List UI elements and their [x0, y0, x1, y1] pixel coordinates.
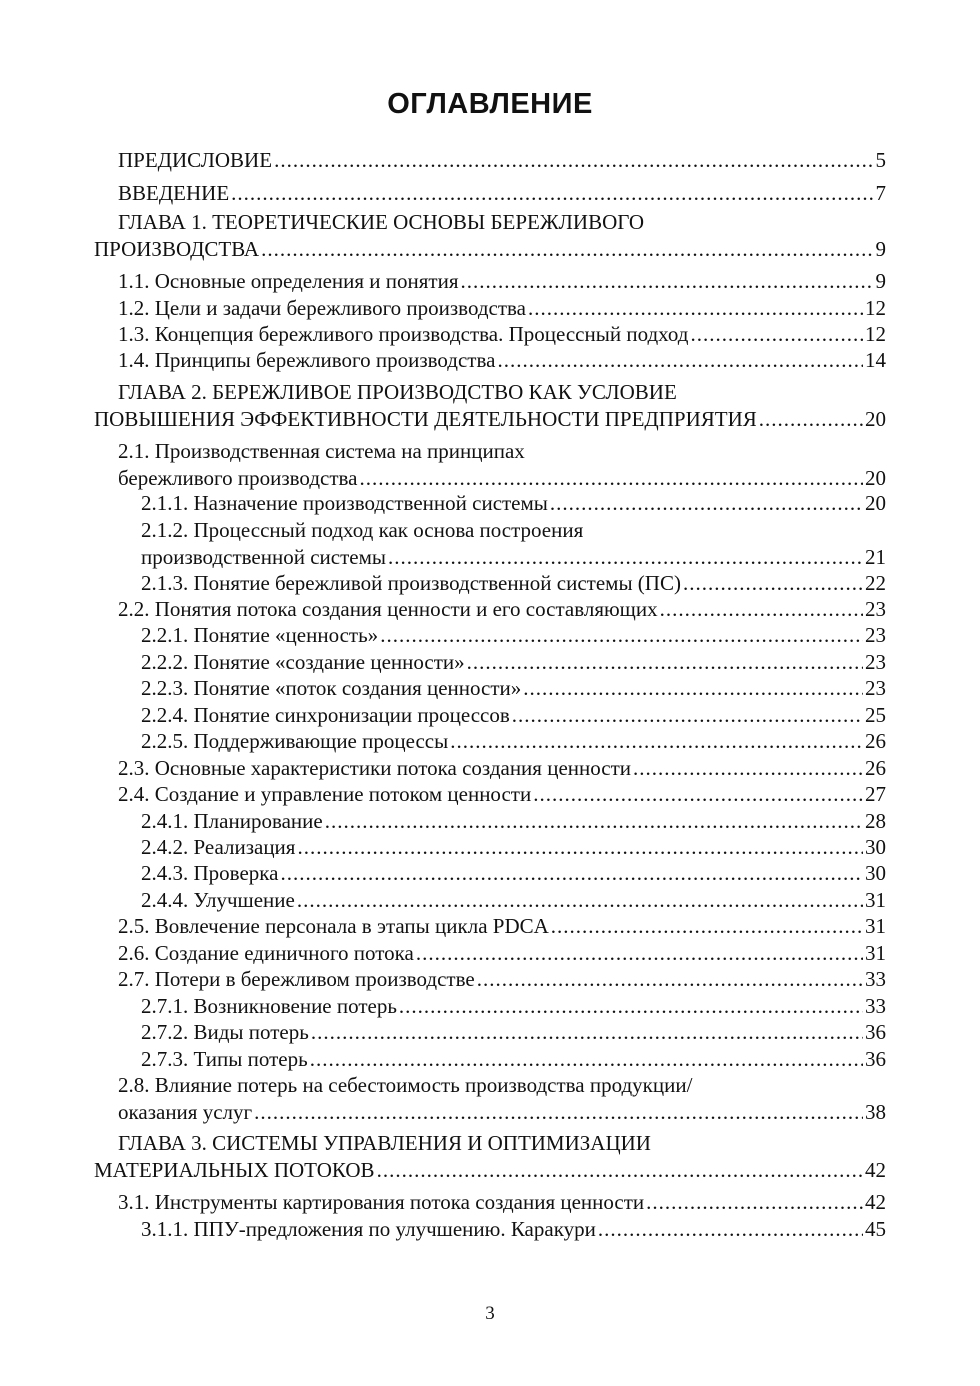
toc-entry-title: ПРОИЗВОДСТВА — [94, 237, 260, 261]
toc-entry-page: 25 — [865, 703, 886, 727]
toc-entry-page: 38 — [865, 1100, 886, 1124]
page-number: 3 — [485, 1303, 495, 1324]
dot-leader — [598, 1216, 863, 1243]
dot-leader — [297, 834, 863, 861]
toc-entry — [0, 993, 980, 1020]
dot-leader — [660, 596, 863, 623]
toc-entry-row — [0, 570, 980, 597]
toc-entry-row — [0, 236, 980, 263]
toc-entry-row — [0, 940, 980, 967]
toc-entry-page: 20 — [865, 491, 886, 515]
dot-leader — [512, 702, 863, 729]
toc-entry — [0, 180, 980, 207]
toc-entry-title: 2.4.2. Реализация — [141, 835, 296, 859]
toc-entry-title: ПОВЫШЕНИЯ ЭФФЕКТИВНОСТИ ДЕЯТЕЛЬНОСТИ ПРЕДПРИЯТИЯ — [94, 407, 757, 431]
toc-entry-page: 7 — [875, 181, 886, 205]
toc-entry-page: 26 — [865, 729, 886, 753]
toc-entry-row — [0, 347, 980, 374]
toc-entry — [0, 966, 980, 993]
toc-entry-title: 2.1.3. Понятие бережливой производственной системы (ПС) — [141, 571, 681, 595]
toc-entry-row — [0, 649, 980, 676]
toc-entry-row — [0, 702, 980, 729]
toc-entry — [0, 268, 980, 295]
toc-entry — [0, 347, 980, 374]
dot-leader — [325, 808, 863, 835]
toc-entry — [0, 1189, 980, 1216]
toc-entry-page: 9 — [875, 237, 886, 261]
toc-entry-row — [0, 993, 980, 1020]
toc-entry-row — [0, 1099, 980, 1126]
toc-entry-row — [0, 755, 980, 782]
toc-entry-page: 12 — [865, 296, 886, 320]
toc-entry-title-line: 2.1. Производственная система на принципах — [118, 439, 525, 463]
toc-entry-row — [0, 465, 980, 492]
dot-leader — [528, 295, 863, 322]
toc-entry-row — [0, 295, 980, 322]
toc-entry-title: 1.3. Концепция бережливого производства. Процессный подход — [118, 322, 689, 346]
toc-entry — [0, 1046, 980, 1073]
toc-entry-page: 33 — [865, 994, 886, 1018]
toc-entry — [0, 702, 980, 729]
dot-leader — [497, 347, 863, 374]
toc-entry-row — [0, 966, 980, 993]
toc-entry-page: 28 — [865, 809, 886, 833]
dot-leader — [533, 781, 863, 808]
toc-entry-title: 2.4.3. Проверка — [141, 861, 279, 885]
toc-entry — [0, 321, 980, 348]
toc-entry-row — [0, 728, 980, 755]
dot-leader — [399, 993, 863, 1020]
dot-leader — [551, 913, 863, 940]
toc-entry-title: МАТЕРИАЛЬНЫХ ПОТОКОВ — [94, 1158, 375, 1182]
dot-leader — [261, 236, 873, 263]
toc-entry-page: 23 — [865, 597, 886, 621]
toc-entry-page: 31 — [865, 888, 886, 912]
toc-entry-title: 3.1. Инструменты картирования потока создания ценности — [118, 1190, 645, 1214]
toc-entry-title: 2.2.3. Понятие «поток создания ценности» — [141, 676, 522, 700]
dot-leader — [633, 755, 863, 782]
toc-entry — [0, 596, 980, 623]
toc-entry — [0, 781, 980, 808]
toc-entry-page: 26 — [865, 756, 886, 780]
toc-entry-title: производственной системы — [141, 545, 386, 569]
toc-entry-title: 2.4. Создание и управление потоком ценности — [118, 782, 532, 806]
toc-entry-title-line: 2.1.2. Процессный подход как основа построения — [141, 518, 584, 542]
toc-entry-page: 36 — [865, 1020, 886, 1044]
dot-leader — [297, 887, 863, 914]
dot-leader — [550, 490, 863, 517]
toc-entry — [0, 808, 980, 835]
toc-entry-page: 33 — [865, 967, 886, 991]
toc-entry-title: 2.2.1. Понятие «ценность» — [141, 623, 379, 647]
toc-entry — [0, 295, 980, 322]
toc-entry-page: 22 — [865, 571, 886, 595]
dot-leader — [231, 180, 873, 207]
toc-entry-page: 27 — [865, 782, 886, 806]
dot-leader — [388, 544, 863, 571]
toc-entry-title: 2.7. Потери в бережливом производстве — [118, 967, 475, 991]
toc-entry-page: 45 — [865, 1217, 886, 1241]
toc-entry-row — [0, 1216, 980, 1243]
dot-leader — [274, 147, 873, 174]
toc-entry-page: 20 — [865, 466, 886, 490]
toc-entry — [0, 622, 980, 649]
toc-entry — [0, 209, 980, 263]
toc-entry-page: 12 — [865, 322, 886, 346]
toc-entry-page: 20 — [865, 407, 886, 431]
toc-entry-title: 2.2.4. Понятие синхронизации процессов — [141, 703, 510, 727]
toc-entry-title: 2.4.1. Планирование — [141, 809, 323, 833]
toc-entry — [0, 570, 980, 597]
toc-entry-row — [0, 268, 980, 295]
toc-entry — [0, 379, 980, 433]
toc-entry-title: 1.4. Принципы бережливого производства — [118, 348, 496, 372]
toc-entry-title: 2.7.1. Возникновение потерь — [141, 994, 397, 1018]
toc-entry-title: 2.7.2. Виды потерь — [141, 1020, 309, 1044]
toc-entry-page: 30 — [865, 835, 886, 859]
toc-entry — [0, 438, 980, 492]
toc-entry — [0, 1216, 980, 1243]
toc-entry — [0, 1019, 980, 1046]
toc-entry-row — [0, 781, 980, 808]
toc-entry-title-line: ГЛАВА 2. БЕРЕЖЛИВОЕ ПРОИЗВОДСТВО КАК УСЛОВИЕ — [118, 380, 677, 404]
toc-entry-row — [0, 1157, 980, 1184]
toc-entry-title: 2.5. Вовлечение персонала в этапы цикла PDCA — [118, 914, 549, 938]
toc-entry — [0, 517, 980, 571]
toc-entry-title: 2.4.4. Улучшение — [141, 888, 295, 912]
dot-leader — [377, 1157, 863, 1184]
toc-entry-page: 42 — [865, 1190, 886, 1214]
toc-entry-page: 30 — [865, 861, 886, 885]
toc-entry — [0, 1072, 980, 1126]
dot-leader — [359, 465, 863, 492]
toc-entry-page: 36 — [865, 1047, 886, 1071]
toc-entry-row — [0, 834, 980, 861]
toc-entry-row — [0, 808, 980, 835]
toc-entry-row — [0, 490, 980, 517]
toc-entry — [0, 887, 980, 914]
toc-entry-title-line: 2.8. Влияние потерь на себестоимость производства продукции/ — [118, 1073, 693, 1097]
toc-entry-page: 42 — [865, 1158, 886, 1182]
toc-entry-page: 21 — [865, 545, 886, 569]
dot-leader — [523, 675, 863, 702]
dot-leader — [254, 1099, 863, 1126]
toc-entry — [0, 1130, 980, 1184]
toc-entry-row — [0, 913, 980, 940]
toc-entry-title: 2.1.1. Назначение производственной системы — [141, 491, 548, 515]
toc-entry-title: ВВЕДЕНИЕ — [118, 181, 230, 205]
toc-entry-title: 2.2.2. Понятие «создание ценности» — [141, 650, 465, 674]
dot-leader — [646, 1189, 863, 1216]
dot-leader — [280, 860, 863, 887]
toc-entry — [0, 675, 980, 702]
toc-entry-row — [0, 675, 980, 702]
toc-entry-page: 23 — [865, 623, 886, 647]
toc-entry-row — [0, 622, 980, 649]
dot-leader — [460, 268, 873, 295]
toc-title: ОГЛАВЛЕНИЕ — [387, 88, 593, 120]
dot-leader — [380, 622, 863, 649]
toc-entry — [0, 860, 980, 887]
toc-entry-title: 2.2. Понятия потока создания ценности и его составляющих — [118, 597, 658, 621]
dot-leader — [477, 966, 863, 993]
toc-entry-row — [0, 406, 980, 433]
toc-entry-title: 2.3. Основные характеристики потока создания ценности — [118, 756, 632, 780]
toc-entry-page: 31 — [865, 941, 886, 965]
toc-entry-title: ПРЕДИСЛОВИЕ — [118, 148, 273, 172]
toc-entry-title: бережливого производства — [118, 466, 358, 490]
toc-entry-row — [0, 147, 980, 174]
dot-leader — [683, 570, 863, 597]
toc-entry-page: 23 — [865, 676, 886, 700]
toc-entry-title-line: ГЛАВА 3. СИСТЕМЫ УПРАВЛЕНИЯ И ОПТИМИЗАЦИИ — [118, 1131, 651, 1155]
toc-entry-row — [0, 887, 980, 914]
toc-entry-page: 23 — [865, 650, 886, 674]
toc-entry-title: 2.7.3. Типы потерь — [141, 1047, 308, 1071]
toc-entry — [0, 755, 980, 782]
toc-entry-title: оказания услуг — [118, 1100, 253, 1124]
toc-entry — [0, 147, 980, 174]
toc-entry-row — [0, 860, 980, 887]
toc-entry-row — [0, 544, 980, 571]
toc-entry — [0, 940, 980, 967]
toc-entry — [0, 834, 980, 861]
toc-entry-page: 5 — [875, 148, 886, 172]
toc-entry — [0, 490, 980, 517]
toc-entry-title-line: ГЛАВА 1. ТЕОРЕТИЧЕСКИЕ ОСНОВЫ БЕРЕЖЛИВОГО — [118, 210, 645, 234]
toc-entry-title: 2.2.5. Поддерживающие процессы — [141, 729, 449, 753]
toc-entry-title: 1.1. Основные определения и понятия — [118, 269, 459, 293]
toc-entry-row — [0, 180, 980, 207]
dot-leader — [310, 1046, 863, 1073]
toc-entry-row — [0, 1046, 980, 1073]
toc-entry-title: 1.2. Цели и задачи бережливого производства — [118, 296, 526, 320]
dot-leader — [311, 1019, 863, 1046]
toc-entry-title: 3.1.1. ППУ-предложения по улучшению. Каракури — [141, 1217, 596, 1241]
dot-leader — [690, 321, 863, 348]
toc-entry — [0, 649, 980, 676]
dot-leader — [467, 649, 863, 676]
dot-leader — [450, 728, 863, 755]
toc-entry — [0, 728, 980, 755]
dot-leader — [416, 940, 863, 967]
toc-entry-page: 14 — [865, 348, 886, 372]
toc-entry — [0, 913, 980, 940]
toc-entry-title: 2.6. Создание единичного потока — [118, 941, 414, 965]
toc-entry-page: 9 — [875, 269, 886, 293]
dot-leader — [759, 406, 863, 433]
toc-entry-row — [0, 1189, 980, 1216]
toc-entry-row — [0, 321, 980, 348]
toc-entry-page: 31 — [865, 914, 886, 938]
toc-entry-row — [0, 596, 980, 623]
toc-entry-row — [0, 1019, 980, 1046]
